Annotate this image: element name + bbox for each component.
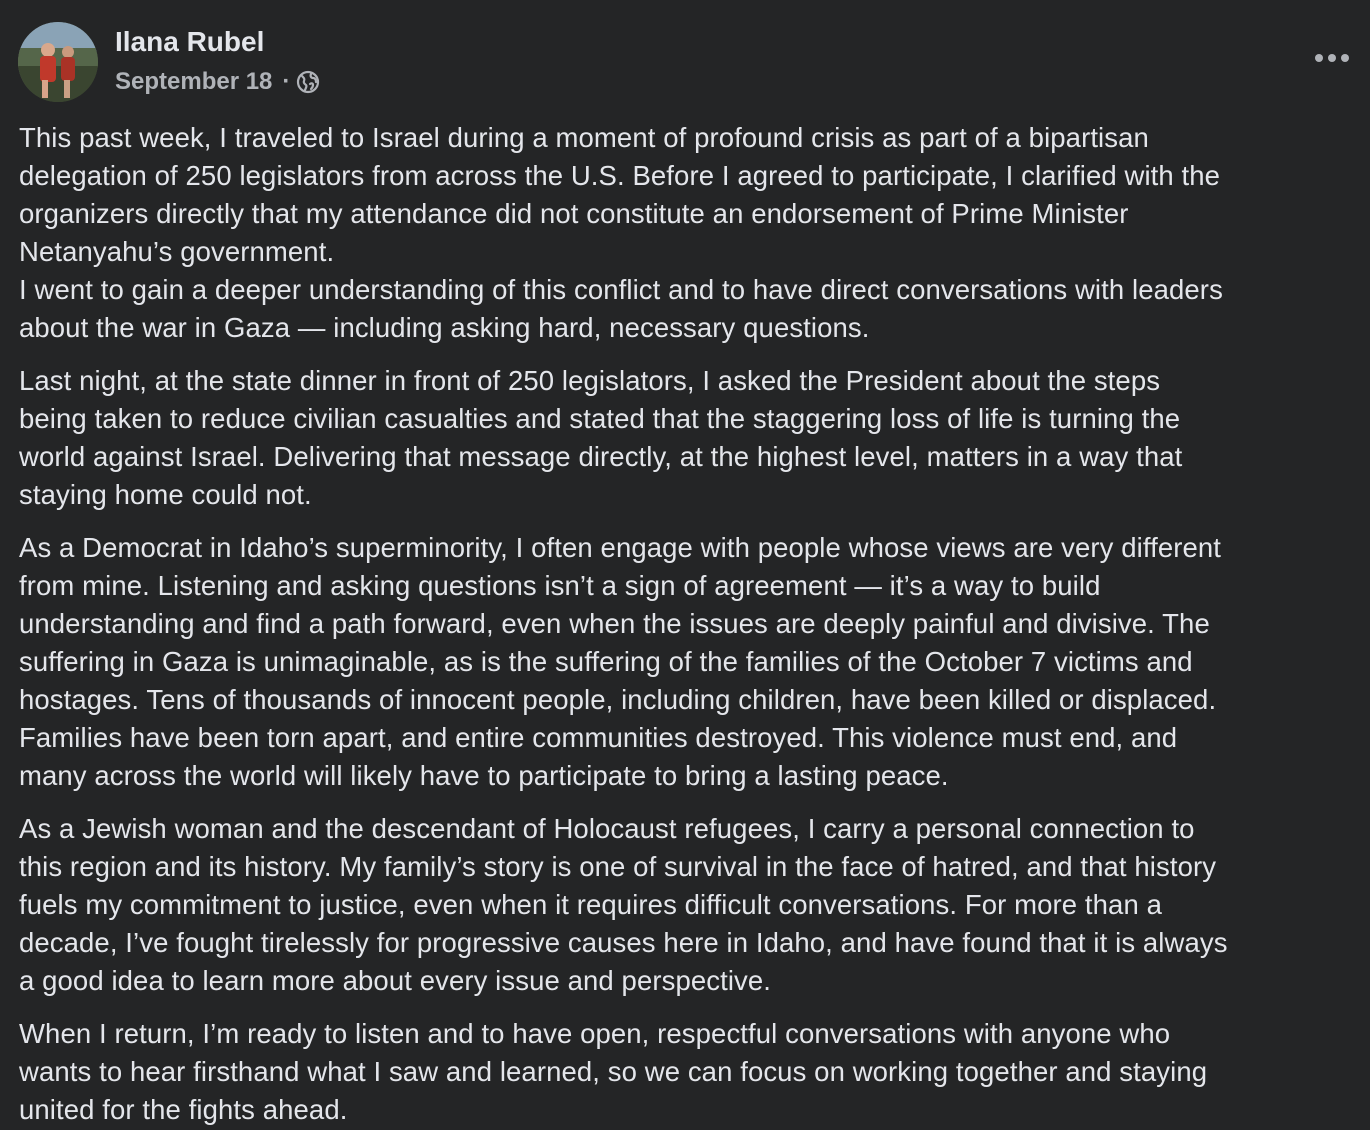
post-meta — [115, 66, 320, 98]
paragraph-line: delegation of 250 legislators from across the U.S. Before I agreed to participate, I clarified with the — [19, 160, 1221, 191]
post-paragraph — [19, 362, 1370, 514]
post-body — [19, 119, 1370, 1130]
paragraph-line: As a Jewish woman and the descendant of Holocaust refugees, I carry a personal connection to — [19, 813, 1195, 844]
paragraph-line: As a Democrat in Idaho’s superminority, I often engage with people whose views are very different — [19, 532, 1222, 563]
paragraph-line: decade, I’ve fought tirelessly for progressive causes here in Idaho, and have found that it is always — [19, 927, 1228, 958]
paragraph-line: understanding and find a path forward, even when the issues are deeply painful and divisive. The — [19, 608, 1210, 639]
meta-separator: · — [282, 68, 291, 95]
paragraph-line: Families have been torn apart, and entire communities destroyed. This violence must end, and — [19, 722, 1178, 753]
paragraph-line: about the war in Gaza — including asking hard, necessary questions. — [19, 312, 870, 343]
paragraph-line: a good idea to learn more about every issue and perspective. — [19, 965, 772, 996]
paragraph-line: organizers directly that my attendance did not constitute an endorsement of Prime Minister — [19, 198, 1129, 229]
post-paragraph — [19, 1015, 1370, 1129]
author-avatar[interactable] — [18, 22, 98, 102]
post-paragraph — [19, 119, 1370, 347]
paragraph-line: staying home could not. — [19, 479, 312, 510]
paragraph-line: many across the world will likely have to participate to bring a lasting peace. — [19, 760, 949, 791]
paragraph-line: this region and its history. My family’s story is one of survival in the face of hatred, and that history — [19, 851, 1217, 882]
paragraph-line: Netanyahu’s government. — [19, 236, 335, 267]
author-name[interactable]: Ilana Rubel — [115, 26, 265, 57]
paragraph-line: wants to hear firsthand what I saw and learned, so we can focus on working together and staying — [19, 1056, 1208, 1087]
globe-icon[interactable] — [296, 70, 320, 94]
paragraph-line: united for the fights ahead. — [19, 1094, 348, 1125]
paragraph-line: from mine. Listening and asking questions isn’t a sign of agreement — it’s a way to build — [19, 570, 1101, 601]
paragraph-line: This past week, I traveled to Israel during a moment of profound crisis as part of a bipartisan — [19, 122, 1149, 153]
post-paragraph — [19, 810, 1370, 1000]
paragraph-line: I went to gain a deeper understanding of this conflict and to have direct conversations with leaders — [19, 274, 1223, 305]
post-header — [18, 22, 1352, 104]
avatar-photo — [18, 22, 98, 102]
post-paragraph — [19, 529, 1370, 795]
post-date[interactable]: September 18 — [115, 68, 273, 95]
paragraph-line: When I return, I’m ready to listen and to have open, respectful conversations with anyone who — [19, 1018, 1171, 1049]
paragraph-line: fuels my commitment to justice, even when it requires difficult conversations. For more than a — [19, 889, 1162, 920]
paragraph-line: world against Israel. Delivering that message directly, at the highest level, matters in a way that — [19, 441, 1183, 472]
more-options-button[interactable] — [1312, 44, 1352, 72]
paragraph-line: suffering in Gaza is unimaginable, as is the suffering of the families of the October 7 victims and — [19, 646, 1193, 677]
more-horizontal-icon — [1314, 53, 1350, 63]
paragraph-line: hostages. Tens of thousands of innocent people, including children, have been killed or displaced. — [19, 684, 1217, 715]
paragraph-line: being taken to reduce civilian casualties and stated that the staggering loss of life is turning the — [19, 403, 1181, 434]
paragraph-line: Last night, at the state dinner in front of 250 legislators, I asked the President about the steps — [19, 365, 1161, 396]
